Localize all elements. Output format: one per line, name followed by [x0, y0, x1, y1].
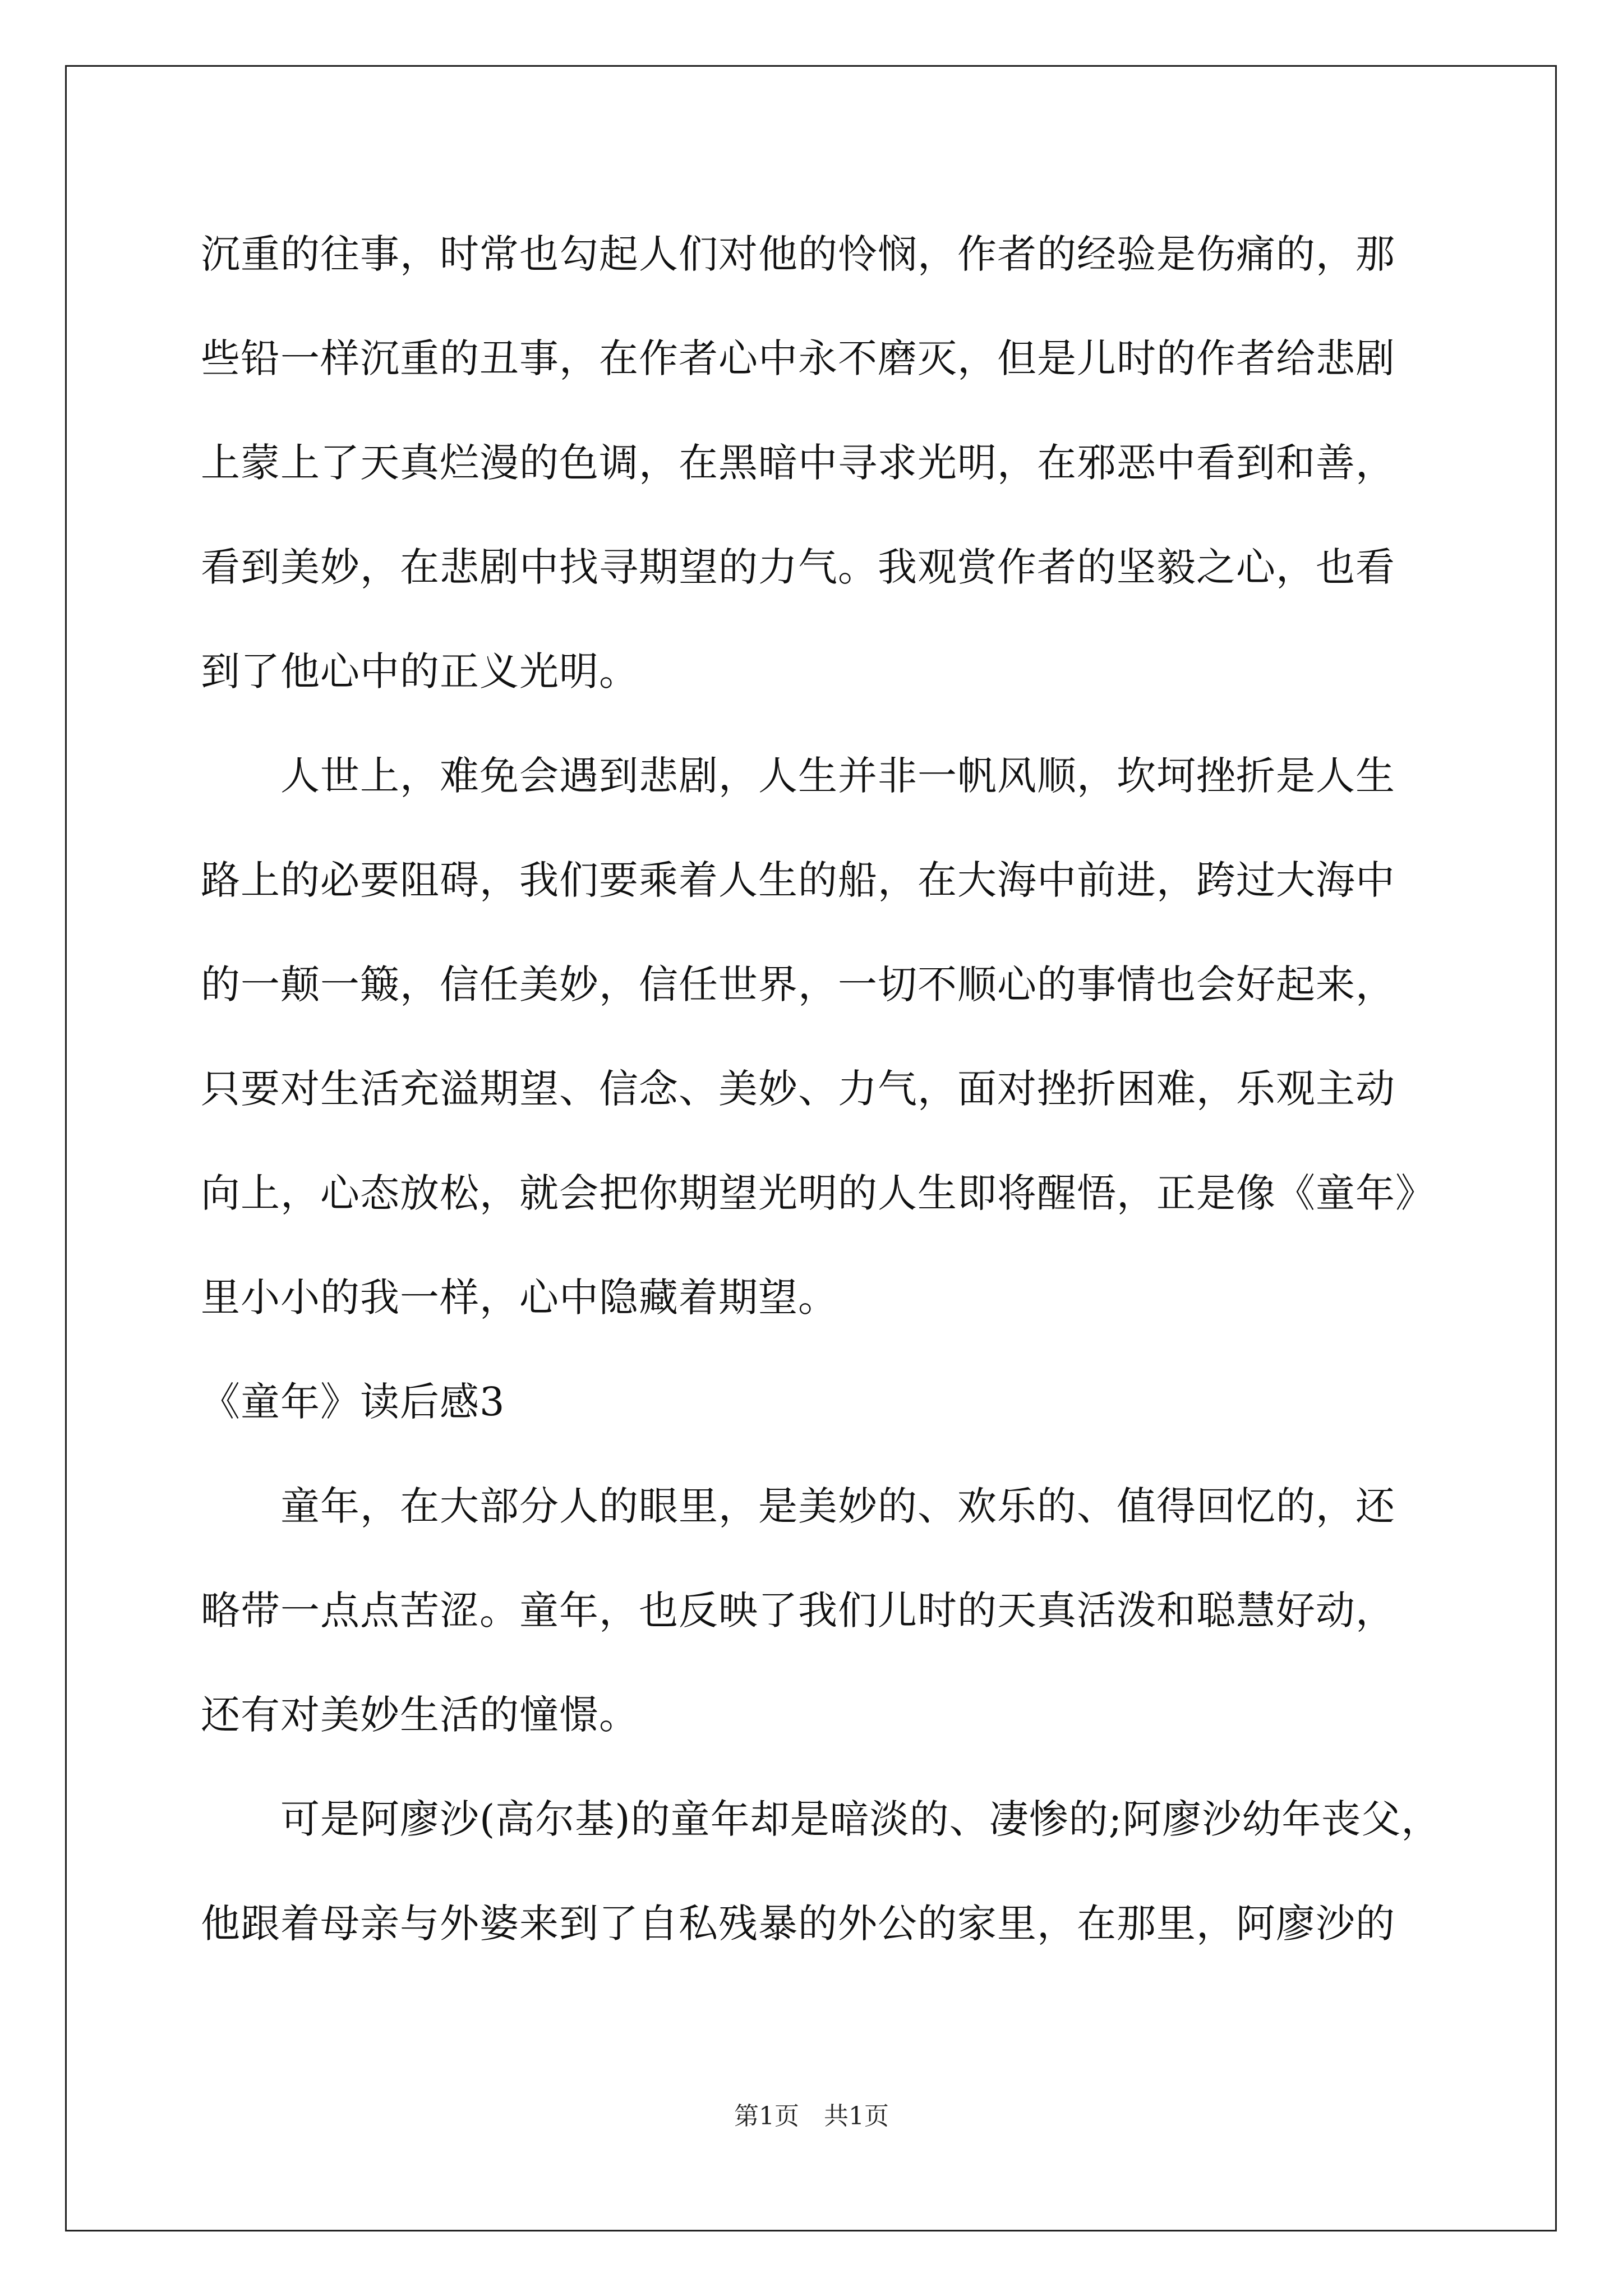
text-line: 向上，心态放松，就会把你期望光明的人生即将醒悟，正是像《童年》: [201, 1170, 1435, 1216]
text-line: 只要对生活充溢期望、信念、美妙、力气，面对挫折困难，乐观主动: [201, 1066, 1395, 1112]
text-line: 些铅一样沉重的丑事，在作者心中永不磨灭，但是儿时的作者给悲剧: [201, 335, 1395, 381]
text-line: 路上的必要阻碍，我们要乘着人生的船，在大海中前进，跨过大海中: [201, 857, 1395, 903]
text-line: 沉重的往事，时常也勾起人们对他的怜悯，作者的经验是伤痛的，那: [201, 231, 1395, 277]
section-heading: 《童年》读后感3: [201, 1379, 505, 1425]
document-body: [201, 202, 1441, 1976]
text-line: 上蒙上了天真烂漫的色调，在黑暗中寻求光明，在邪恶中看到和善，: [201, 440, 1395, 486]
text-line: 到了他心中的正义光明。: [201, 648, 639, 694]
text-line: 看到美妙，在悲剧中找寻期望的力气。我观赏作者的坚毅之心，也看: [201, 544, 1395, 590]
text-line: 童年，在大部分人的眼里，是美妙的、欢乐的、值得回忆的，还: [201, 1483, 1395, 1529]
page-footer: 第1页 共1页: [734, 2102, 889, 2131]
text-line: 还有对美妙生活的憧憬。: [201, 1692, 639, 1738]
text-line: 略带一点点苦涩。童年，也反映了我们儿时的天真活泼和聪慧好动，: [201, 1588, 1395, 1634]
text-line: 他跟着母亲与外婆来到了自私残暴的外公的家里，在那里，阿廖沙的: [201, 1901, 1395, 1947]
text-line: 人世上，难免会遇到悲剧，人生并非一帆风顺，坎坷挫折是人生: [201, 753, 1395, 799]
text-line: 可是阿廖沙(高尔基)的童年却是暗淡的、凄惨的;阿廖沙幼年丧父，: [201, 1796, 1441, 1842]
text-line: 的一颠一簸，信任美妙，信任世界，一切不顺心的事情也会好起来，: [201, 961, 1395, 1007]
text-line: 里小小的我一样，心中隐藏着期望。: [201, 1274, 838, 1320]
